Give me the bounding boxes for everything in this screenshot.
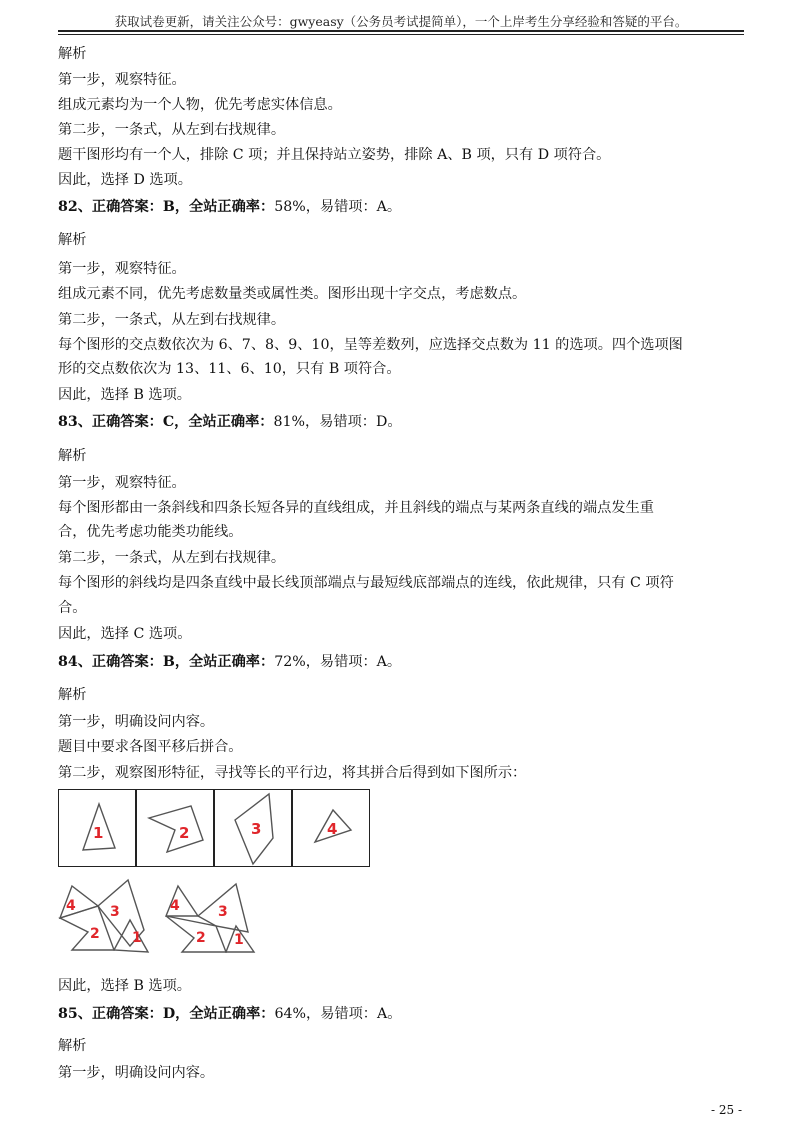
analysis-label: 解析 [58, 448, 87, 464]
paragraph: 每个图形都由一条斜线和四条长短各异的直线组成，并且斜线的端点与某两条直线的端点发生重 [58, 500, 654, 516]
answer-stat: 81%，易错项：D。 [273, 414, 402, 430]
question-82-heading [58, 198, 401, 216]
conclusion: 因此，选择 C 选项。 [58, 626, 192, 642]
header-rule-thick [58, 30, 744, 32]
analysis-label: 解析 [58, 232, 87, 248]
conclusion: 因此，选择 D 选项。 [58, 172, 192, 188]
quad-shape-2 [137, 790, 213, 866]
figure-label-2: 2 [196, 930, 206, 946]
answer-title: 82、正确答案：B，全站正确率： [58, 199, 275, 215]
header-rule-thin [58, 34, 744, 35]
figure-label-4: 4 [66, 898, 76, 914]
paragraph: 题干图形均有一个人，排除 C 项；并且保持站立姿势，排除 A、B 项，只有 D 项符合。 [58, 147, 611, 163]
step-text: 第一步，明确设问内容。 [58, 714, 215, 730]
page-header: 获取试卷更新，请关注公众号：gwyeasy（公务员考试提简单），一个上岸考生分享经验和答疑的平台。 [114, 14, 688, 29]
paragraph: 形的交点数依次为 13、11、6、10，只有 B 项符合。 [58, 361, 401, 377]
paragraph: 合。 [58, 600, 87, 616]
analysis-label: 解析 [58, 1038, 87, 1054]
figure-label-1: 1 [93, 824, 104, 842]
puzzle-figure-row [58, 789, 370, 867]
step-text: 第二步，一条式，从左到右找规律。 [58, 550, 286, 566]
assembled-figure-b [166, 884, 254, 952]
answer-title: 85、正确答案：D，全站正确率： [58, 1006, 275, 1022]
figure-label-2: 2 [179, 824, 190, 842]
figure-box-4 [292, 789, 370, 867]
paragraph: 每个图形的斜线均是四条直线中最长线顶部端点与最短线底部端点的连线，依此规律，只有 C 项符 [58, 575, 674, 591]
figure-label-2: 2 [90, 926, 100, 942]
answer-stat: 72%，易错项：A。 [274, 654, 402, 670]
step-text: 第一步，观察特征。 [58, 72, 186, 88]
quad-shape-3 [215, 790, 291, 866]
paragraph: 合，优先考虑功能类功能线。 [58, 524, 243, 540]
figure-label-3: 3 [251, 820, 262, 838]
step-text: 第二步，观察图形特征，寻找等长的平行边，将其拼合后得到如下图所示： [58, 765, 527, 781]
answer-stat: 58%，易错项：A。 [274, 199, 402, 215]
question-83-heading [58, 413, 402, 431]
assembled-figure-a [60, 880, 148, 952]
step-text: 第一步，观察特征。 [58, 475, 186, 491]
conclusion: 因此，选择 B 选项。 [58, 978, 191, 994]
figure-label-4: 4 [327, 820, 338, 838]
page-number: - 25 - [710, 1103, 742, 1117]
figure-label-3: 3 [218, 904, 228, 920]
paragraph: 题目中要求各图平移后拼合。 [58, 739, 243, 755]
conclusion: 因此，选择 B 选项。 [58, 387, 191, 403]
answer-title: 83、正确答案：C，全站正确率： [58, 414, 274, 430]
figure-label-1: 1 [234, 932, 244, 948]
figure-label-1: 1 [132, 930, 142, 946]
question-85-heading [58, 1005, 401, 1023]
figure-box-2 [136, 789, 214, 867]
question-84-heading [58, 653, 401, 671]
figure-box-3 [214, 789, 292, 867]
figure-label-3: 3 [110, 904, 120, 920]
step-text: 第二步，一条式，从左到右找规律。 [58, 312, 286, 328]
answer-title: 84、正确答案：B，全站正确率： [58, 654, 275, 670]
step-text: 第二步，一条式，从左到右找规律。 [58, 122, 286, 138]
step-text: 第一步，明确设问内容。 [58, 1065, 215, 1081]
analysis-label: 解析 [58, 687, 87, 703]
figure-box-1 [58, 789, 136, 867]
analysis-label: 解析 [58, 46, 87, 62]
paragraph: 每个图形的交点数依次为 6、7、8、9、10，呈等差数列，应选择交点数为 11 的选项。四个选项图 [58, 337, 683, 353]
assembled-figures [58, 876, 268, 956]
paragraph: 组成元素均为一个人物，优先考虑实体信息。 [58, 97, 342, 113]
step-text: 第一步，观察特征。 [58, 261, 186, 277]
paragraph: 组成元素不同，优先考虑数量类或属性类。图形出现十字交点，考虑数点。 [58, 286, 527, 302]
figure-label-4: 4 [170, 898, 180, 914]
answer-stat: 64%，易错项：A。 [274, 1006, 402, 1022]
triangle-shape-1 [59, 790, 135, 866]
triangle-shape-4 [293, 790, 369, 866]
